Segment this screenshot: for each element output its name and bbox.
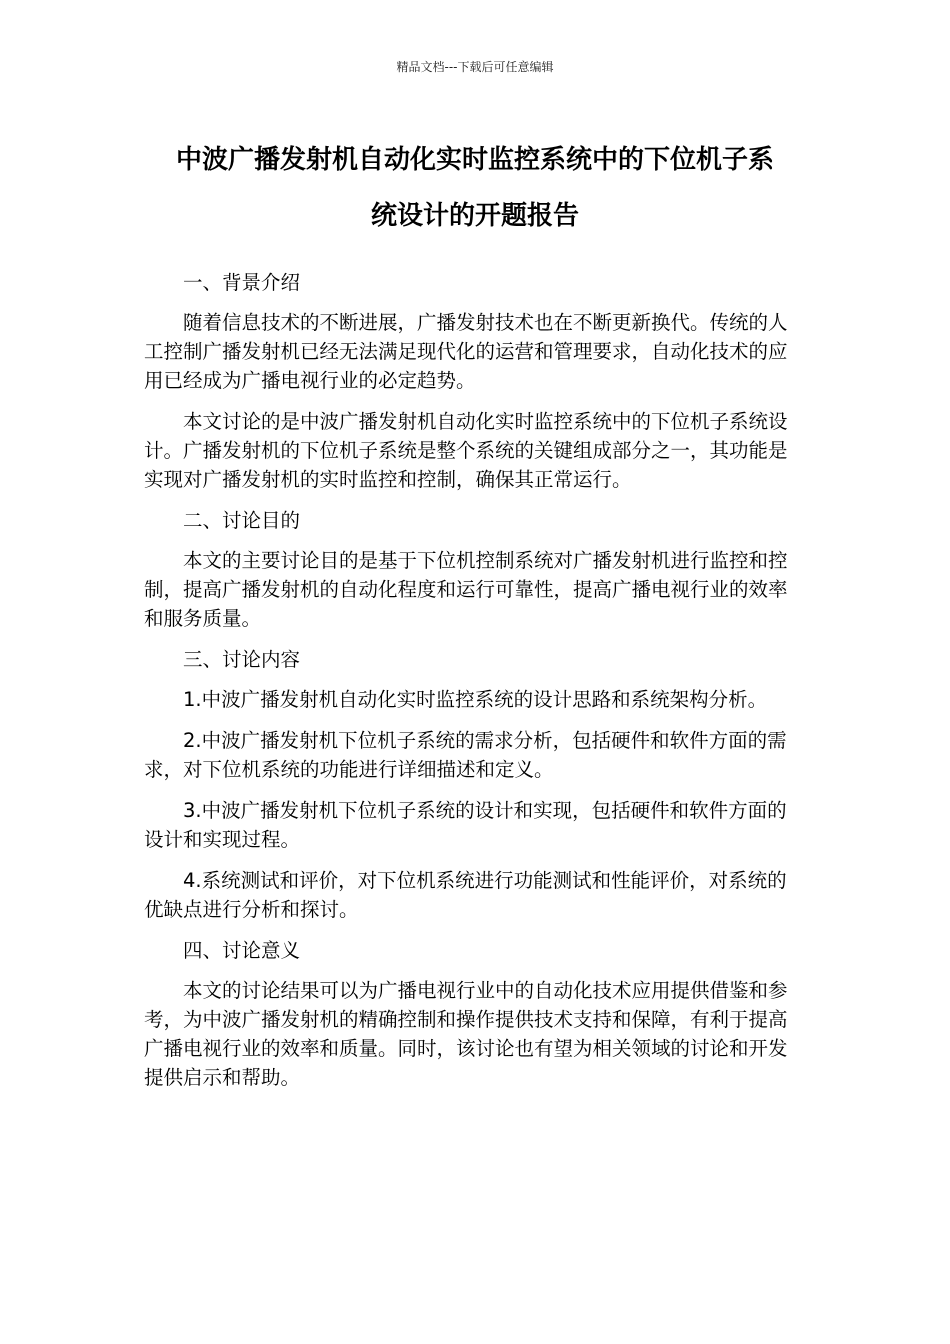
paragraph: 本文讨论的是中波广播发射机自动化实时监控系统中的下位机子系统设计。广播发射机的下位机子系统是整个系统的关键组成部分之一，其功能是实现对广播发射机的实时监控和控制，确保其正常运行。 — [144, 410, 788, 491]
paragraph: 本文的主要讨论目的是基于下位机控制系统对广播发射机进行监控和控制，提高广播发射机的自动化程度和运行可靠性，提高广播电视行业的效率和服务质量。 — [144, 549, 788, 630]
section-heading-background: 一、背景介绍 — [183, 271, 301, 294]
document-title — [120, 132, 830, 244]
list-item: 2.中波广播发射机下位机子系统的需求分析，包括硬件和软件方面的需求，对下位机系统的功能进行详细描述和定义。 — [144, 729, 787, 781]
page-header: 精品文档---下载后可任意编辑 — [396, 60, 554, 74]
list-item: 3.中波广播发射机下位机子系统的设计和实现，包括硬件和软件方面的设计和实现过程。 — [144, 799, 787, 851]
document-body — [144, 268, 804, 1104]
paragraph: 随着信息技术的不断进展，广播发射技术也在不断更新换代。传统的人工控制广播发射机已经无法满足现代化的运营和管理要求，自动化技术的应用已经成为广播电视行业的必定趋势。 — [144, 311, 788, 392]
list-item: 1.中波广播发射机自动化实时监控系统的设计思路和系统架构分析。 — [183, 688, 768, 711]
list-item: 4.系统测试和评价，对下位机系统进行功能测试和性能评价，对系统的优缺点进行分析和探讨。 — [144, 869, 787, 921]
section-heading-significance: 四、讨论意义 — [183, 939, 301, 962]
paragraph: 本文的讨论结果可以为广播电视行业中的自动化技术应用提供借鉴和参考，为中波广播发射机的精确控制和操作提供技术支持和保障，有利于提高广播电视行业的效率和质量。同时，该讨论也有望为相关领域的讨论和开发提供启示和帮助。 — [144, 979, 788, 1089]
title-line-2: 统设计的开题报告 — [370, 201, 579, 231]
title-line-1: 中波广播发射机自动化实时监控系统中的下位机子系 — [175, 145, 774, 175]
section-heading-content: 三、讨论内容 — [183, 648, 301, 671]
section-heading-purpose: 二、讨论目的 — [183, 509, 301, 532]
